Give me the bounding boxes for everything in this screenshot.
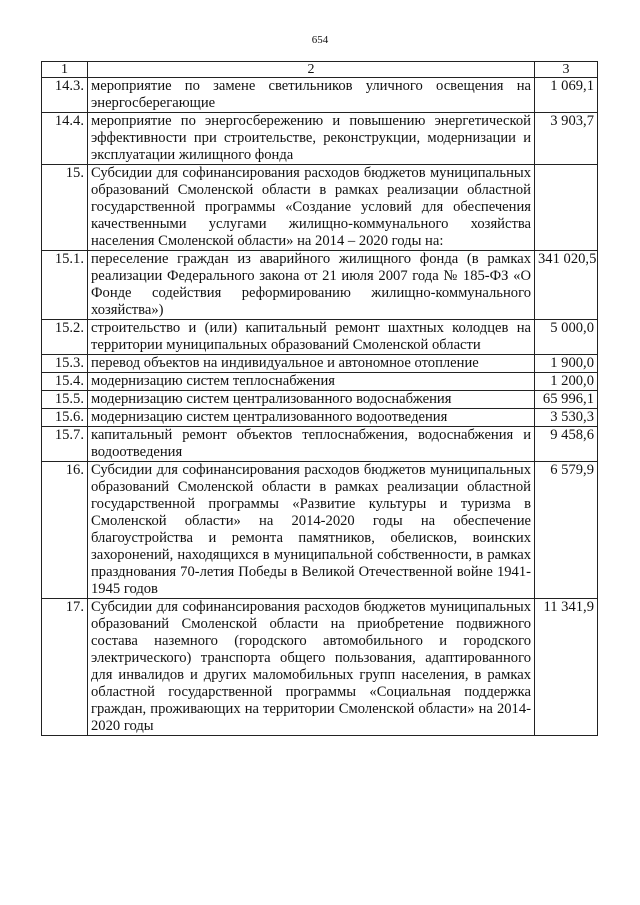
row-amount: 341 020,5	[535, 251, 598, 320]
row-description: Субсидии для софинансирования расходов бюджетов муниципальных образований Смоленской области на приобретение подвижного состава наземного (городского автомобильного и городского электрического) транспорта общего пользования, адаптированного для инвалидов и других маломобильных групп населения, в рамках областной государственной программы «Социальная поддержка граждан, проживающих на территории Смоленской области» на 2014-2020 годы	[88, 599, 535, 736]
row-amount: 1 900,0	[535, 355, 598, 373]
table-row	[42, 113, 598, 165]
row-amount: 3 903,7	[535, 113, 598, 165]
row-amount: 5 000,0	[535, 320, 598, 355]
table-row	[42, 373, 598, 391]
row-description: мероприятие по замене светильников уличного освещения на энергосберегающие	[88, 78, 535, 113]
row-amount: 3 530,3	[535, 409, 598, 427]
page-number: 654	[311, 34, 329, 46]
column-header: 3	[535, 62, 598, 78]
row-description: модернизацию систем централизованного водоотведения	[88, 409, 535, 427]
row-description: Субсидии для софинансирования расходов бюджетов муниципальных образований Смоленской области в рамках реализации областной государственной программы «Развитие культуры и туризма в Смоленской области» на 2014-2020 годы на обеспечение благоустройства и ремонта памятников, обелисков, воинских захоронений, находящихся в муниципальной собственности, в рамках празднования 70-летия Победы в Великой Отечественной войне 1941-1945 годов	[88, 462, 535, 599]
row-description: мероприятие по энергосбережению и повышению энергетической эффективности при строительстве, реконструкции, модернизации и эксплуатации жилищного фонда	[88, 113, 535, 165]
row-description: переселение граждан из аварийного жилищного фонда (в рамках реализации Федерального закона от 21 июля 2007 года № 185-ФЗ «О Фонде содействия реформированию жилищно-коммунального хозяйства»)	[88, 251, 535, 320]
table-row	[42, 355, 598, 373]
row-amount: 9 458,6	[535, 427, 598, 462]
row-number: 15.5.	[42, 391, 88, 409]
row-amount: 65 996,1	[535, 391, 598, 409]
row-amount: 1 200,0	[535, 373, 598, 391]
row-number: 15.3.	[42, 355, 88, 373]
row-number: 15.4.	[42, 373, 88, 391]
row-number: 15.2.	[42, 320, 88, 355]
table-row	[42, 320, 598, 355]
table-row	[42, 427, 598, 462]
row-description: капитальный ремонт объектов теплоснабжения, водоснабжения и водоотведения	[88, 427, 535, 462]
row-description: перевод объектов на индивидуальное и автономное отопление	[88, 355, 535, 373]
row-amount: 6 579,9	[535, 462, 598, 599]
table-row	[42, 78, 598, 113]
column-header: 2	[88, 62, 535, 78]
column-header: 1	[42, 62, 88, 78]
row-number: 15.6.	[42, 409, 88, 427]
row-description: строительство и (или) капитальный ремонт шахтных колодцев на территории муниципальных образований Смоленской области	[88, 320, 535, 355]
table-row	[42, 251, 598, 320]
table-row	[42, 165, 598, 251]
row-description: модернизацию систем централизованного водоснабжения	[88, 391, 535, 409]
row-number: 15.1.	[42, 251, 88, 320]
row-number: 16.	[42, 462, 88, 599]
table-row	[42, 391, 598, 409]
row-amount: 11 341,9	[535, 599, 598, 736]
row-number: 15.7.	[42, 427, 88, 462]
row-amount: 1 069,1	[535, 78, 598, 113]
row-description: Субсидии для софинансирования расходов бюджетов муниципальных образований Смоленской области в рамках реализации областной государственной программы «Создание условий для обеспечения качественными услугами жилищно-коммунального хозяйства населения Смоленской области» на 2014 – 2020 годы на:	[88, 165, 535, 251]
table-row	[42, 409, 598, 427]
table-row	[42, 599, 598, 736]
budget-table	[41, 61, 598, 736]
table-header-row	[42, 62, 598, 78]
row-description: модернизацию систем теплоснабжения	[88, 373, 535, 391]
row-number: 15.	[42, 165, 88, 251]
row-number: 14.4.	[42, 113, 88, 165]
table-row	[42, 462, 598, 599]
row-number: 17.	[42, 599, 88, 736]
row-amount	[535, 165, 598, 251]
row-number: 14.3.	[42, 78, 88, 113]
